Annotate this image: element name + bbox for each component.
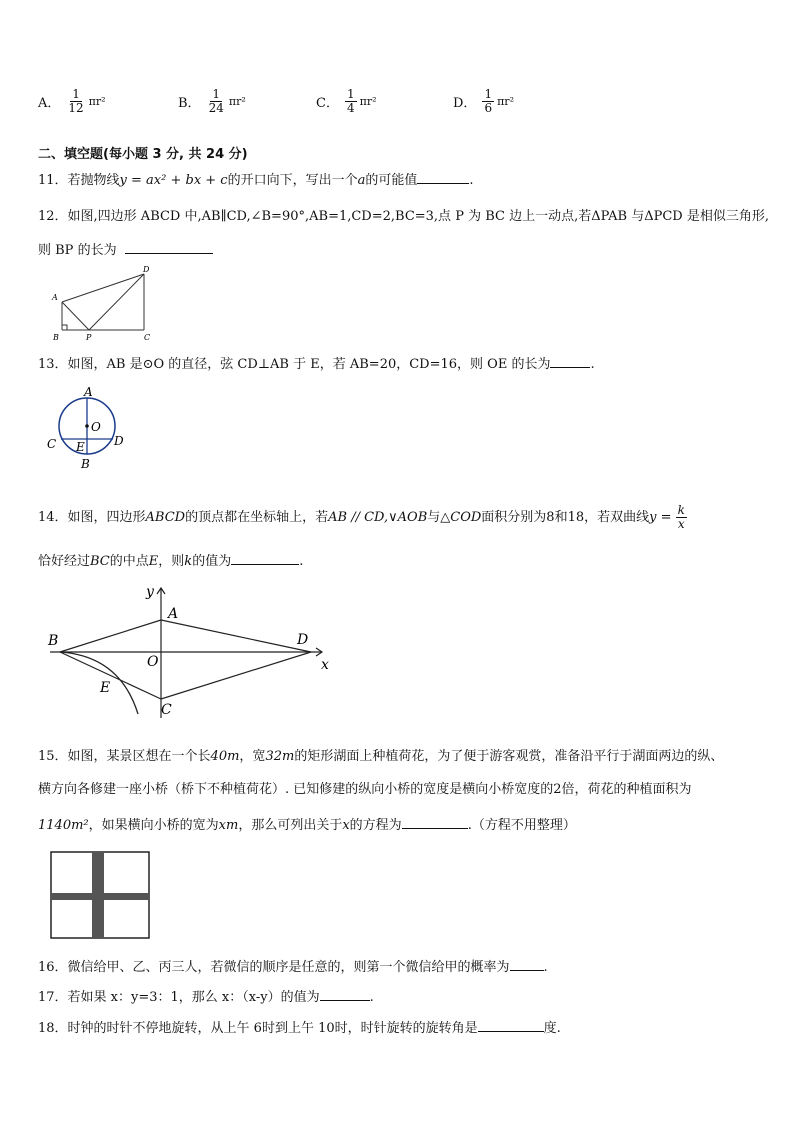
answer-blank[interactable] bbox=[417, 170, 469, 184]
parabola-formula: y = ax² + bx + c bbox=[119, 173, 228, 188]
question-11: 11．若抛物线y = ax² + bx + c的开口向下，写出一个a的可能值 . bbox=[38, 170, 474, 190]
label-d: D bbox=[143, 265, 150, 274]
label-e: E bbox=[100, 680, 111, 696]
question-14-line1: 14．如图，四边形ABCD的顶点都在坐标轴上，若AB // CD,∨AOB与△COD面积分别为8和18，若双曲线y = $\frac{k}{x}$ bbox=[38, 503, 685, 531]
axis-x-label: x bbox=[321, 657, 329, 673]
option-d bbox=[453, 88, 514, 115]
question-13: 13．如图，AB 是⊙O 的直径，弦 CD⊥AB 于 E，若 AB=20，CD=16，则 OE 的长为 . bbox=[38, 354, 595, 374]
question-15-line2: 横方向各修建一座小桥（桥下不种植荷花）. 已知修建的纵向小桥的宽度是横向小桥宽度的2倍，荷花的种植面积为 bbox=[38, 782, 692, 797]
answer-blank[interactable] bbox=[550, 354, 590, 368]
fraction: $\frac{1}{6}$ bbox=[484, 87, 493, 115]
answer-blank[interactable] bbox=[231, 551, 299, 565]
section-title: 二、填空题(每小题 3 分, 共 24 分) bbox=[38, 147, 248, 162]
label-d: D bbox=[114, 434, 124, 448]
label-b: B bbox=[81, 457, 90, 471]
question-15-line3: 1140m²，如果横向小桥的宽为xm，那么可列出关于x的方程为 .（方程不用整理） bbox=[38, 815, 576, 835]
question-16: 16．微信给甲、乙、丙三人，若微信的顺序是任意的，则第一个微信给甲的概率为 . bbox=[38, 957, 548, 977]
label-b: B bbox=[48, 633, 59, 649]
question-12-line1: 12．如图,四边形 ABCD 中,AB∥CD,∠B=90°,AB=1,CD=2,BC=3,点 P 为 BC 边上一动点,若ΔPAB 与ΔPCD 是相似三角形, bbox=[38, 209, 769, 224]
q15-figure bbox=[50, 851, 150, 939]
option-label: B． bbox=[178, 96, 201, 111]
label-b: B bbox=[53, 333, 59, 342]
fraction: $\frac{1}{24}$ bbox=[208, 87, 224, 115]
question-15-line1: 15．如图，某景区想在一个长40m，宽32m的矩形湖面上种植荷花，为了便于游客观赏，准备沿平行于湖面两边的纵、 bbox=[38, 749, 724, 764]
answer-blank[interactable] bbox=[510, 957, 544, 971]
horizontal-bridge bbox=[51, 893, 149, 900]
axis-y-label: y bbox=[146, 584, 154, 600]
answer-blank[interactable] bbox=[478, 1018, 544, 1032]
fraction: $\frac{1}{4}$ bbox=[346, 87, 355, 115]
q13-figure bbox=[44, 384, 134, 472]
question-17: 17．若如果 x：y=3：1，那么 x：（x-y）的值为 . bbox=[38, 987, 374, 1007]
option-tail: πr² bbox=[88, 95, 106, 108]
label-a: A bbox=[84, 385, 93, 399]
question-18: 18．时钟的时针不停地旋转，从上午 6时到上午 10时，时针旋转的旋转角是 度. bbox=[38, 1018, 561, 1038]
label-o: O bbox=[147, 654, 159, 670]
q14-figure bbox=[40, 578, 340, 720]
option-label: D． bbox=[453, 96, 477, 111]
option-tail: πr² bbox=[359, 95, 377, 108]
question-12-line2: 则 BP 的长为 bbox=[38, 240, 213, 260]
label-e: E bbox=[76, 440, 85, 454]
label-d: D bbox=[297, 632, 309, 648]
label-c: C bbox=[47, 437, 57, 451]
option-label: C． bbox=[316, 96, 339, 111]
q12-figure bbox=[46, 264, 158, 342]
label-c: C bbox=[144, 333, 151, 342]
option-tail: πr² bbox=[228, 95, 246, 108]
label-o: O bbox=[91, 420, 101, 434]
label-a: A bbox=[168, 606, 179, 622]
option-a bbox=[38, 88, 106, 115]
option-c bbox=[316, 88, 377, 115]
option-label: A． bbox=[38, 96, 61, 111]
answer-blank[interactable] bbox=[402, 815, 468, 829]
answer-blank[interactable] bbox=[125, 240, 213, 254]
label-p: P bbox=[86, 333, 92, 342]
question-14-line2: 恰好经过BC的中点E，则k的值为 . bbox=[38, 551, 303, 571]
label-c: C bbox=[161, 702, 172, 718]
hyperbola-fraction: $\frac{k}{x}$ bbox=[677, 503, 685, 531]
answer-blank[interactable] bbox=[320, 987, 370, 1001]
option-b bbox=[178, 88, 246, 115]
fraction: $\frac{1}{12}$ bbox=[68, 87, 84, 115]
label-a: A bbox=[52, 293, 58, 302]
option-tail: πr² bbox=[497, 95, 514, 108]
